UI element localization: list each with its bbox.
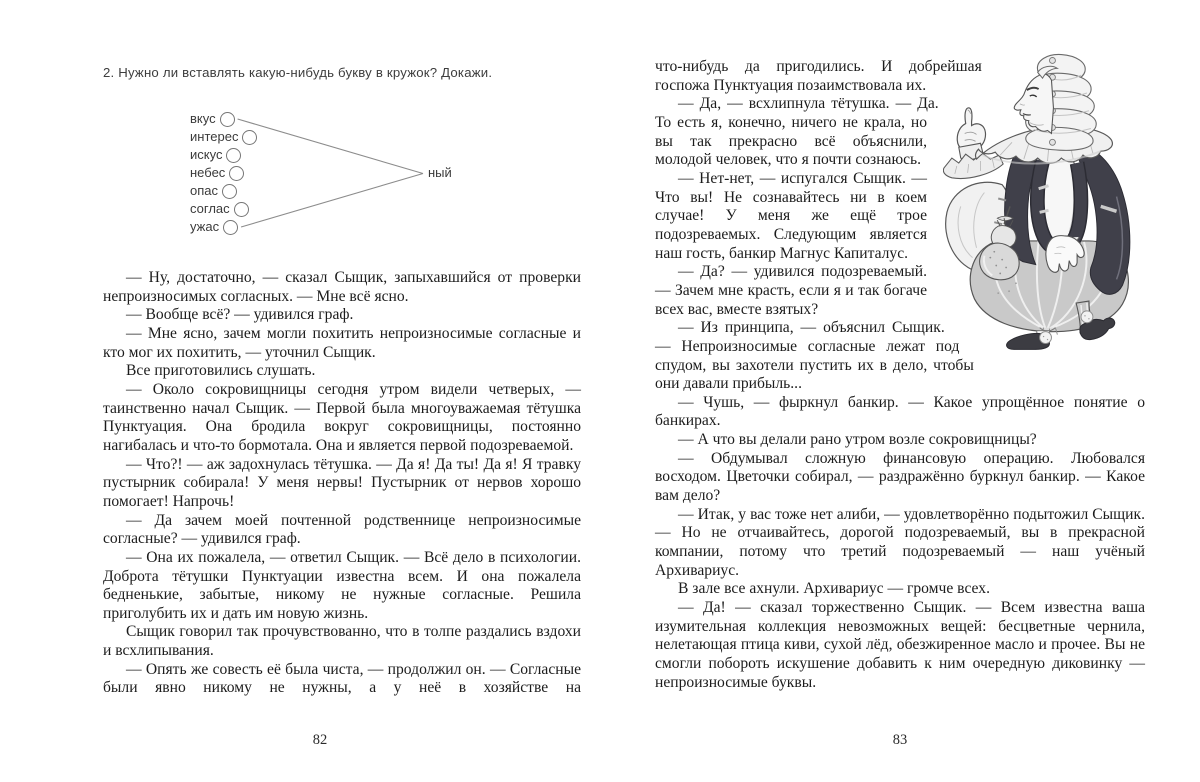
letter-circle bbox=[222, 184, 237, 199]
right-page-number: 83 bbox=[892, 732, 908, 748]
paragraph: — Да зачем моей почтенной родственнице непроизносимые согласные? — удивился граф. bbox=[103, 511, 581, 548]
diagram-word: интерес bbox=[190, 129, 239, 144]
diagram-row bbox=[190, 110, 570, 128]
paragraph: — А что вы делали рано утром возле сокровищницы? bbox=[678, 431, 1037, 449]
letter-circle bbox=[220, 112, 235, 127]
paragraph: — Чушь, — фыркнул банкир. — Какое упрощённое понятие о банкирах. bbox=[655, 393, 1145, 430]
paragraph: — Она их пожалела, — ответил Сыщик. — Всё дело в психологии. Доброта тётушки Пунктуации известна всем. И она пожалела бедненькие, забытые, никому не нужные согласные. Решила приголубить их и дать им новую жизнь. bbox=[103, 548, 581, 622]
paragraph: — Что?! — аж задохнулась тётушка. — Да я! Да ты! Да я! Я травку пустырник собирала! У меня нервы! Пустырник от нервов хорошо помогает! Напрочь! bbox=[103, 455, 581, 510]
diagram-word: ужас bbox=[190, 219, 220, 234]
exercise-block bbox=[103, 64, 581, 236]
diagram-word: небес bbox=[190, 165, 226, 180]
diagram-word: опас bbox=[190, 183, 218, 198]
paragraph: — Да, — всхлипнула тётушка. — Да. То есть я, конечно, ничего не крала, но вы так прекрасно всё объяснили, молодой человек, что я почти сознаюсь. bbox=[655, 95, 939, 169]
letter-circle bbox=[223, 220, 238, 235]
paragraph: — Опять же совесть её была чиста, — продолжил он. — Согласные были явно никому не нужны, а у неё в хозяйстве на bbox=[103, 660, 581, 697]
diagram-word: искус bbox=[190, 147, 223, 162]
paragraph: — Ну, достаточно, — сказал Сыщик, запыхавшийся от проверки непроизносимых согласных. — Мне всё ясно. bbox=[103, 269, 581, 305]
paragraph: Сыщик говорил так прочувствованно, что в толпе раздались вздохи и всхлипывания. bbox=[103, 623, 581, 660]
right-page-text bbox=[655, 58, 1145, 692]
exercise-prompt: 2. Нужно ли вставлять какую-нибудь букву в кружок? Докажи. bbox=[103, 65, 493, 80]
letter-circle bbox=[229, 166, 244, 181]
paragraph: — Да! — сказал торжественно Сыщик. — Всем известна ваша изумительная коллекция невозможных вещей: бесцветные чернила, нелетающая птица киви, сухой лёд, обезжиренное масло и прочее. Вы не смогли побороть искушение добавить к ним очередную диковинку — непроизносимые буквы. bbox=[655, 599, 1145, 691]
paragraph: В зале все ахнули. Архивариус — громче всех. bbox=[678, 580, 990, 598]
paragraph: Все приготовились слушать. bbox=[126, 362, 316, 380]
page-left bbox=[103, 0, 581, 782]
paragraph: — Вообще всё? — удивился граф. bbox=[126, 306, 354, 324]
diagram-row bbox=[190, 128, 570, 146]
letter-circle bbox=[242, 130, 257, 145]
diagram-suffix-label: ный bbox=[428, 165, 452, 180]
paragraph: — Да? — удивился подозреваемый. — Зачем мне красть, если я и так богаче всех вас, вместе взятых? bbox=[655, 263, 927, 318]
diagram-row bbox=[190, 146, 570, 164]
paragraph: — Итак, у вас тоже нет алиби, — удовлетворённо подытожил Сыщик. — Но не отчаивайтесь, дорогой подозреваемый, вы в прекрасной компании, потому что третий подозреваемый — наш учёный Архивариус. bbox=[655, 505, 1145, 579]
diagram-word-list bbox=[190, 110, 570, 236]
page-right bbox=[655, 0, 1145, 782]
diagram-row bbox=[190, 182, 570, 200]
banker-illustration bbox=[943, 44, 1155, 354]
left-page-text bbox=[103, 269, 581, 698]
letter-circle bbox=[226, 148, 241, 163]
paragraph: — Из принципа, — объяснил Сыщик. — Непроизносимые согласные лежат под спудом, вы захотели пустить их в дело, чтобы они давали прибыль... bbox=[655, 319, 974, 393]
diagram-word: вкус bbox=[190, 111, 216, 126]
paragraph: — Нет-нет, — испугался Сыщик. — Что вы! Не сознавайтесь ни в коем случае! У меня же ещё трое подозреваемых. Следующим является наш гость, банкир Магнус Капиталус. bbox=[655, 169, 927, 262]
paragraph: — Обдумывал сложную финансовую операцию. Любовался восходом. Цветочки собирал, — раздражённо буркнул банкир. — Какое вам дело? bbox=[655, 449, 1145, 505]
paragraph: что-нибудь да пригодились. И добрейшая госпожа Пунктуация позаимствовала их. bbox=[655, 58, 982, 94]
diagram-row bbox=[190, 164, 570, 182]
paragraph: — Около сокровищницы сегодня утром видели четверых, — таинственно начал Сыщик. — Первой была многоуважаемая тётушка Пунктуация. Она бродила вокруг сокровищницы, постоянно нагибалась и что-то бормотала. Она и является первой подозреваемой. bbox=[103, 380, 581, 454]
letter-circle bbox=[234, 202, 249, 217]
left-page-number: 82 bbox=[312, 732, 328, 748]
paragraph: — Мне ясно, зачем могли похитить непроизносимые согласные и кто мог их похитить, — уточнил Сыщик. bbox=[103, 324, 581, 361]
diagram-row bbox=[190, 200, 570, 218]
word-diagram bbox=[190, 110, 570, 236]
diagram-word: соглас bbox=[190, 201, 230, 216]
diagram-row bbox=[190, 218, 570, 236]
banker-figure-drawing bbox=[943, 44, 1155, 354]
